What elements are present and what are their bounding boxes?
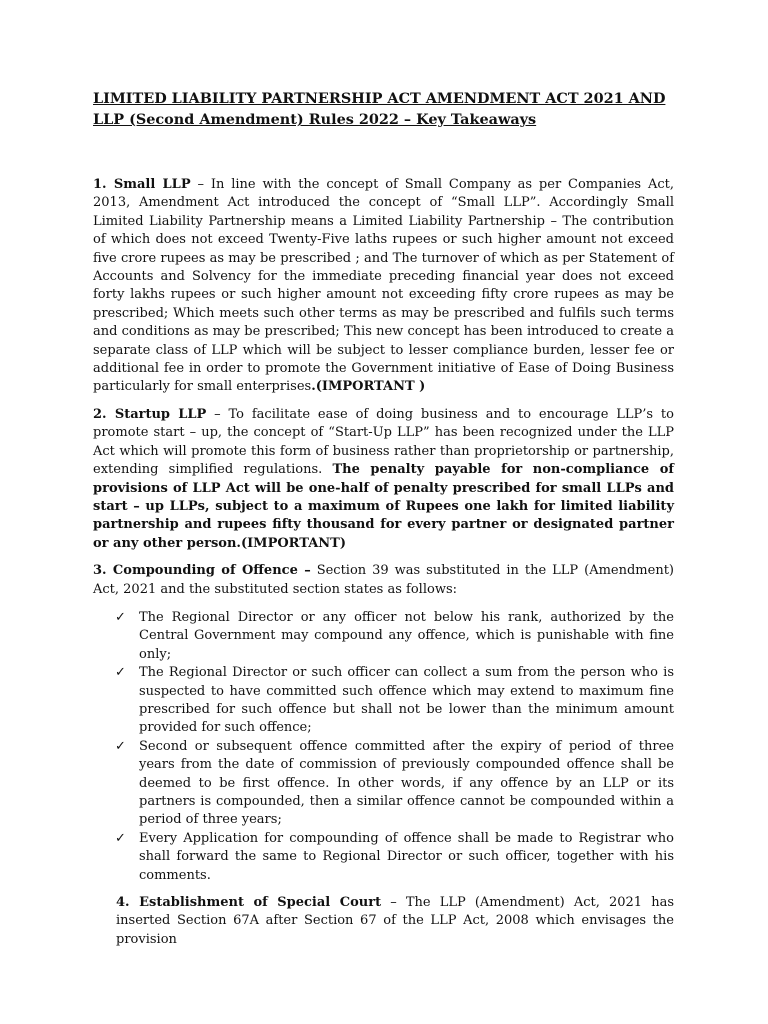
section-heading: 2. Startup LLP [93,406,207,422]
section-special-court [116,894,674,949]
list-item [115,830,674,885]
list-item-text: The Regional Director or such officer can collect a sum from the person who is suspected to have committed such offence which may extend to maximum fine prescribed for such offence but shall not be lower than the minimum amount provided for such offence; [139,665,674,736]
section-compounding-of-offence [93,562,674,599]
checkmark-icon: ✓ [115,665,126,681]
list-item [115,609,674,664]
compounding-rules-list [93,609,674,885]
section-startup-llp [93,406,674,553]
section-heading: 3. Compounding of Offence – [93,563,311,579]
list-item-text: The Regional Director or any officer not below his rank, authorized by the Central Government may compound any offence, which is punishable with fine only; [139,609,674,662]
section-text: Section 39 was substituted in the LLP (Amendment) Act, 2021 and the substituted section states as follows: [93,563,674,597]
list-item [115,664,674,738]
section-text: – In line with the concept of Small Company as per Companies Act, 2013, Amendment Act introduced the concept of “Small LLP”. Accordingly Small Limited Liability Partnership means a Limited Liability Partnership – The contribution of which does not exceed Twenty-Five laths rupees or such higher amount not exceed five crore rupees as may be prescribed ; and The turnover of which as per Statement of Accounts and Solvency for the immediate preceding financial year does not exceed forty lakhs rupees or such higher amount not exceeding fifty crore rupees as may be prescribed; Which meets such other terms as may be prescribed and fulfils such terms and conditions as may be prescribed; This new concept has been introduced to create a separate class of LLP which will be subject to lesser compliance burden, lesser fee or additional fee in order to promote the Government initiative of Ease of Doing Business particularly for small enterprises [93,177,674,395]
document-body [93,88,674,949]
checkmark-icon: ✓ [115,609,126,625]
section-text: – To facilitate ease of doing business and to encourage LLP’s to promote start – up, the concept of “Start-Up LLP” has been recognized under the LLP Act which will promote this form of business rather than proprietorship or partnership, extending simplified regulations. [93,406,674,478]
list-item-text: Second or subsequent offence committed after the expiry of period of three years from the date of commission of previously compounded offence shall be deemed to be first offence. In other words, if any offence by an LLP or its partners is compounded, then a similar offence cannot be compounded within a period of three years; [139,738,674,828]
checkmark-icon: ✓ [115,830,126,846]
section-heading: 1. Small LLP [93,177,191,192]
important-note: .(IMPORTANT ) [311,379,426,395]
title-line-2: LLP (Second Amendment) Rules 2022 – Key Takeaways [93,111,537,128]
section-text: – The LLP (Amendment) Act, 2021 has inserted Section 67A after Section 67 of the LLP Act, 2008 which envisages the provision [116,895,674,947]
section-small-llp [93,176,674,397]
penalty-note: The penalty payable for non-compliance of provisions of LLP Act will be one-half of penalty prescribed for small LLPs and start – up LLPs, subject to a maximum of Rupees one lakh for limited liability partnership and rupees fifty thousand for every partner or designated partner or any other person.(IMPORTANT) [93,462,674,551]
list-item [115,738,674,830]
checkmark-icon: ✓ [115,738,126,754]
section-heading: 4. Establishment of Special Court [116,895,382,911]
list-item-text: Every Application for compounding of offence shall be made to Registrar who shall forward the same to Regional Director or such officer, together with his comments. [139,830,674,883]
document-title [93,88,674,130]
title-line-1: LIMITED LIABILITY PARTNERSHIP ACT AMENDMENT ACT 2021 AND [93,90,666,107]
